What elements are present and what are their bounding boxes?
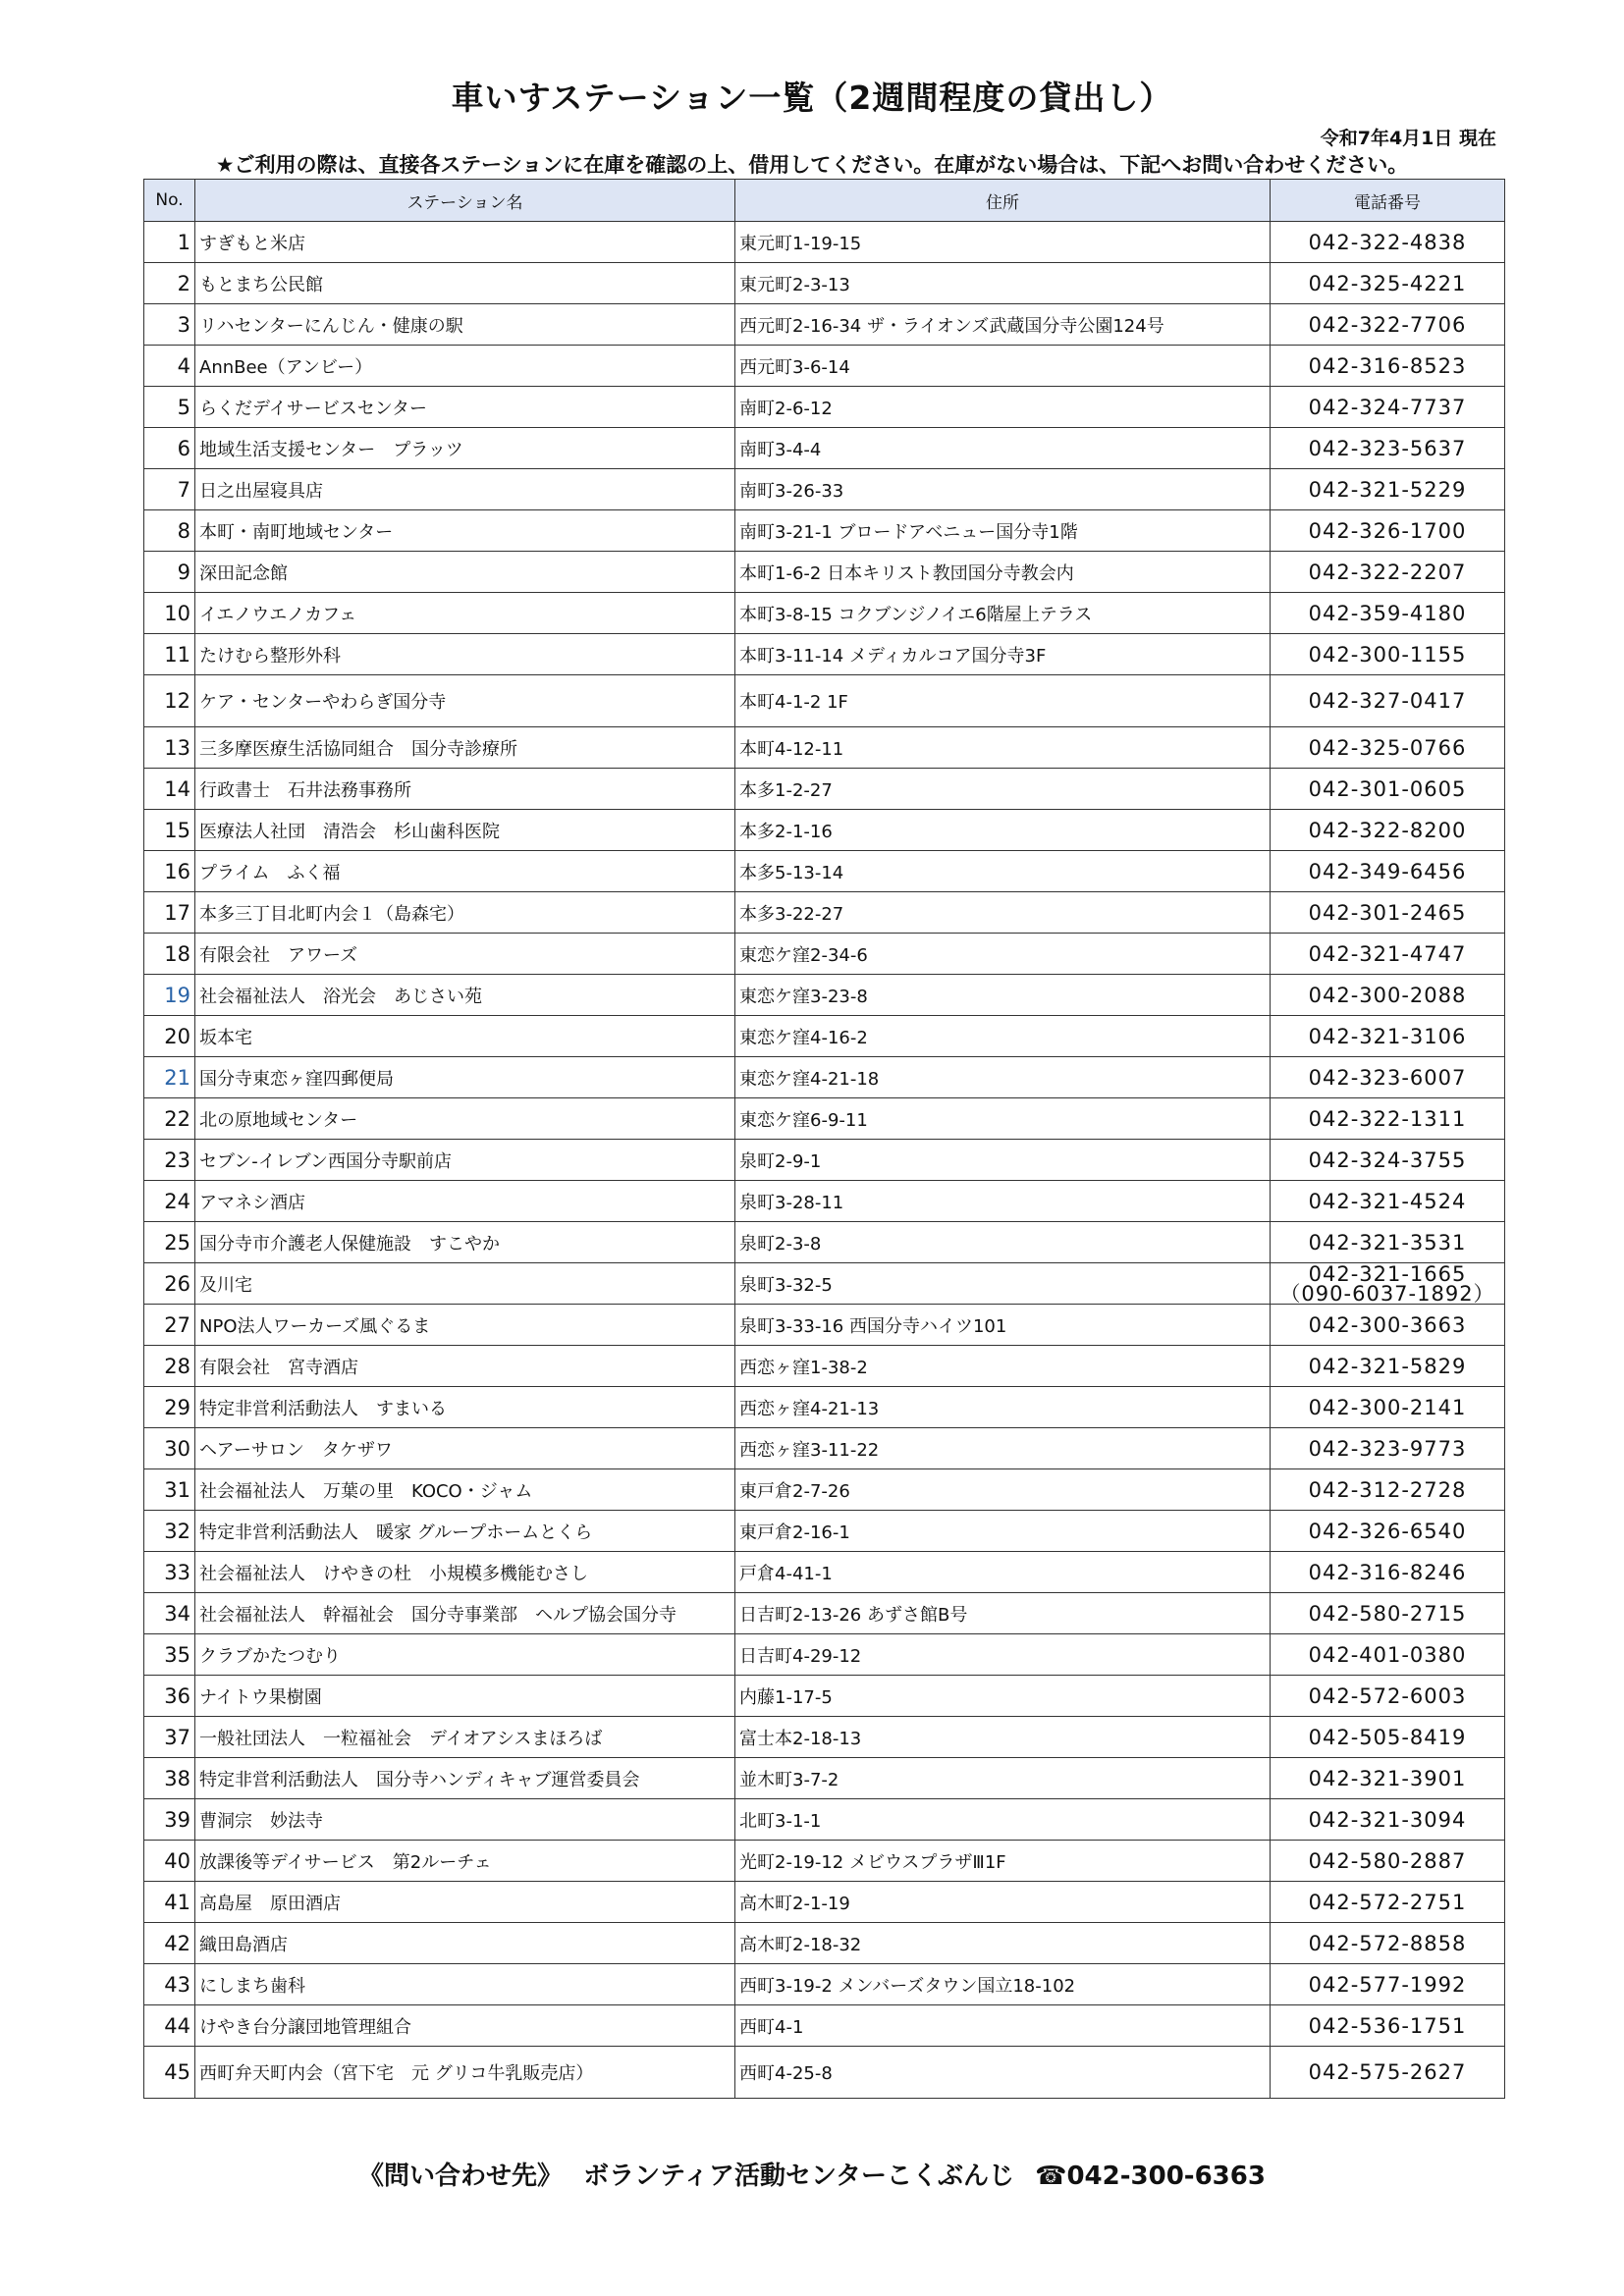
station-name: イエノウエノカフェ: [195, 593, 735, 634]
row-number: 37: [144, 1717, 195, 1758]
station-address: 西町3-19-2 メンバーズタウン国立18-102: [735, 1964, 1271, 2005]
row-number: 19: [144, 975, 195, 1016]
station-address: 日吉町4-29-12: [735, 1634, 1271, 1676]
station-tel: [1271, 510, 1505, 552]
table-row: [144, 1511, 1505, 1552]
station-address: 本町3-11-14 メディカルコア国分寺3F: [735, 634, 1271, 675]
station-address: 泉町2-3-8: [735, 1222, 1271, 1263]
tel-primary: 042-323-6007: [1308, 1065, 1467, 1090]
row-number: 9: [144, 552, 195, 593]
station-name: プライム ふく福: [195, 851, 735, 892]
station-address: 西恋ヶ窪4-21-13: [735, 1387, 1271, 1428]
table-row: [144, 1140, 1505, 1181]
tel-primary: 042-301-0605: [1308, 776, 1467, 801]
tel-primary: 042-322-8200: [1308, 818, 1467, 842]
table-row: [144, 593, 1505, 634]
tel-primary: 042-325-0766: [1308, 735, 1467, 760]
table-row: [144, 727, 1505, 769]
row-number: 11: [144, 634, 195, 675]
header-name: ステーション名: [195, 180, 735, 222]
station-tel: [1271, 1882, 1505, 1923]
station-tel: [1271, 892, 1505, 934]
row-number: 45: [144, 2047, 195, 2099]
tel-primary: 042-321-1665: [1308, 1262, 1467, 1286]
table-row: [144, 510, 1505, 552]
row-number: 18: [144, 934, 195, 975]
table-row: [144, 1799, 1505, 1841]
table-row: [144, 1923, 1505, 1964]
row-number: 12: [144, 675, 195, 727]
tel-primary: 042-321-5829: [1308, 1354, 1467, 1378]
table-row: [144, 222, 1505, 263]
station-tel: [1271, 1387, 1505, 1428]
tel-primary: 042-572-8858: [1308, 1931, 1467, 1955]
station-address: 並木町3-7-2: [735, 1758, 1271, 1799]
row-number: 24: [144, 1181, 195, 1222]
row-number: 25: [144, 1222, 195, 1263]
station-name: 社会福祉法人 浴光会 あじさい苑: [195, 975, 735, 1016]
row-number: 20: [144, 1016, 195, 1057]
station-name: 北の原地域センター: [195, 1098, 735, 1140]
station-address: 泉町2-9-1: [735, 1140, 1271, 1181]
table-row: [144, 1098, 1505, 1140]
tel-primary: 042-323-9773: [1308, 1436, 1467, 1461]
tel-primary: 042-505-8419: [1308, 1725, 1467, 1749]
row-number: 4: [144, 346, 195, 387]
page-title: 車いすステーション一覧（2週間程度の貸出し）: [451, 79, 1173, 117]
station-name: にしまち歯科: [195, 1964, 735, 2005]
row-number: 22: [144, 1098, 195, 1140]
station-address: 高木町2-1-19: [735, 1882, 1271, 1923]
station-name: 医療法人社団 清浩会 杉山歯科医院: [195, 810, 735, 851]
table-row: [144, 1469, 1505, 1511]
station-address: 西町4-1: [735, 2005, 1271, 2047]
station-name: 西町弁天町内会（宮下宅 元 グリコ牛乳販売店）: [195, 2047, 735, 2099]
table-row: [144, 469, 1505, 510]
tel-primary: 042-536-1751: [1308, 2013, 1467, 2038]
station-address: 西元町2-16-34 ザ・ライオンズ武蔵国分寺公園124号: [735, 304, 1271, 346]
station-tel: [1271, 675, 1505, 727]
station-tel: [1271, 1140, 1505, 1181]
row-number: 43: [144, 1964, 195, 2005]
station-tel: [1271, 1181, 1505, 1222]
table-row: [144, 1305, 1505, 1346]
table-row: [144, 1016, 1505, 1057]
tel-primary: 042-322-1311: [1308, 1106, 1467, 1131]
header-address: 住所: [735, 180, 1271, 222]
station-address: 南町3-26-33: [735, 469, 1271, 510]
station-tel: [1271, 1511, 1505, 1552]
station-address: 本多3-22-27: [735, 892, 1271, 934]
table-row: [144, 428, 1505, 469]
tel-primary: 042-321-3531: [1308, 1230, 1467, 1255]
station-table: [143, 179, 1505, 2099]
station-address: 本多2-1-16: [735, 810, 1271, 851]
station-tel: [1271, 1469, 1505, 1511]
table-row: [144, 810, 1505, 851]
table-body: [144, 222, 1505, 2099]
row-number: 39: [144, 1799, 195, 1841]
station-tel: [1271, 346, 1505, 387]
station-address: 東恋ケ窪6-9-11: [735, 1098, 1271, 1140]
station-tel: [1271, 1263, 1505, 1305]
station-tel: [1271, 769, 1505, 810]
station-tel: [1271, 1676, 1505, 1717]
table-row: [144, 892, 1505, 934]
tel-primary: 042-300-2141: [1308, 1395, 1467, 1419]
station-name: 有限会社 宮寺酒店: [195, 1346, 735, 1387]
station-tel: [1271, 634, 1505, 675]
station-address: 泉町3-33-16 西国分寺ハイツ101: [735, 1305, 1271, 1346]
as-of-date: 令和7年4月1日 現在: [1320, 128, 1496, 149]
row-number: 31: [144, 1469, 195, 1511]
table-row: [144, 1593, 1505, 1634]
table-row: [144, 346, 1505, 387]
footer-label: 《問い合わせ先》: [358, 2162, 564, 2191]
table-row: [144, 1222, 1505, 1263]
tel-primary: 042-316-8523: [1308, 353, 1467, 378]
tel-primary: 042-322-7706: [1308, 312, 1467, 337]
station-name: AnnBee（アンビー）: [195, 346, 735, 387]
tel-primary: 042-324-7737: [1308, 395, 1467, 419]
station-address: 東元町1-19-15: [735, 222, 1271, 263]
station-name: すぎもと米店: [195, 222, 735, 263]
station-tel: [1271, 593, 1505, 634]
station-address: 東恋ケ窪3-23-8: [735, 975, 1271, 1016]
station-address: 内藤1-17-5: [735, 1676, 1271, 1717]
row-number: 17: [144, 892, 195, 934]
tel-primary: 042-321-4747: [1308, 941, 1467, 966]
tel-primary: 042-321-5229: [1308, 477, 1467, 502]
station-name: リハセンターにんじん・健康の駅: [195, 304, 735, 346]
station-name: 特定非営利活動法人 国分寺ハンディキャブ運営委員会: [195, 1758, 735, 1799]
table-row: [144, 1717, 1505, 1758]
table-row: [144, 552, 1505, 593]
station-address: 富士本2-18-13: [735, 1717, 1271, 1758]
table-row: [144, 634, 1505, 675]
station-name: 有限会社 アワーズ: [195, 934, 735, 975]
row-number: 6: [144, 428, 195, 469]
station-name: 本町・南町地域センター: [195, 510, 735, 552]
station-tel: [1271, 934, 1505, 975]
station-name: ケア・センターやわらぎ国分寺: [195, 675, 735, 727]
station-name: 国分寺東恋ヶ窪四郵便局: [195, 1057, 735, 1098]
tel-primary: 042-312-2728: [1308, 1477, 1467, 1502]
row-number: 7: [144, 469, 195, 510]
row-number: 34: [144, 1593, 195, 1634]
table-row: [144, 2047, 1505, 2099]
row-number: 28: [144, 1346, 195, 1387]
row-number: 26: [144, 1263, 195, 1305]
station-name: 地域生活支援センター プラッツ: [195, 428, 735, 469]
row-number: 44: [144, 2005, 195, 2047]
tel-primary: 042-572-6003: [1308, 1683, 1467, 1708]
station-tel: [1271, 1057, 1505, 1098]
station-name: たけむら整形外科: [195, 634, 735, 675]
station-tel: [1271, 1305, 1505, 1346]
table-row: [144, 2005, 1505, 2047]
station-name: 三多摩医療生活協同組合 国分寺診療所: [195, 727, 735, 769]
table-row: [144, 1882, 1505, 1923]
header-no: No.: [144, 180, 195, 222]
station-tel: [1271, 810, 1505, 851]
table-row: [144, 1181, 1505, 1222]
tel-secondary: （090-6037-1892）: [1279, 1281, 1495, 1305]
station-name: ヘアーサロン タケザワ: [195, 1428, 735, 1469]
station-name: けやき台分譲団地管理組合: [195, 2005, 735, 2047]
footer-tel: ☎042-300-6363: [1035, 2162, 1266, 2191]
row-number: 5: [144, 387, 195, 428]
station-name: 社会福祉法人 幹福祉会 国分寺事業部 ヘルプ協会国分寺: [195, 1593, 735, 1634]
station-name: クラブかたつむり: [195, 1634, 735, 1676]
contact-footer: [0, 2156, 1624, 2192]
table-row: [144, 1387, 1505, 1428]
station-tel: [1271, 1717, 1505, 1758]
station-tel: [1271, 1634, 1505, 1676]
table-row: [144, 851, 1505, 892]
row-number: 32: [144, 1511, 195, 1552]
station-name: 及川宅: [195, 1263, 735, 1305]
tel-primary: 042-327-0417: [1308, 689, 1467, 713]
station-address: 本町1-6-2 日本キリスト教団国分寺教会内: [735, 552, 1271, 593]
station-name: 特定非営利活動法人 暖家 グループホームとくら: [195, 1511, 735, 1552]
station-name: NPO法人ワーカーズ風ぐるま: [195, 1305, 735, 1346]
tel-primary: 042-575-2627: [1308, 2060, 1467, 2084]
table-row: [144, 387, 1505, 428]
station-address: 東恋ケ窪4-16-2: [735, 1016, 1271, 1057]
tel-primary: 042-349-6456: [1308, 859, 1467, 883]
station-tel: [1271, 304, 1505, 346]
tel-primary: 042-301-2465: [1308, 900, 1467, 925]
station-name: 本多三丁目北町内会１（島森宅）: [195, 892, 735, 934]
station-tel: [1271, 1552, 1505, 1593]
tel-primary: 042-324-3755: [1308, 1148, 1467, 1172]
table-row: [144, 1428, 1505, 1469]
tel-primary: 042-321-3094: [1308, 1807, 1467, 1832]
table-row: [144, 1346, 1505, 1387]
tel-primary: 042-326-6540: [1308, 1519, 1467, 1543]
table-header-row: [144, 180, 1505, 222]
station-address: 東戸倉2-7-26: [735, 1469, 1271, 1511]
row-number: 21: [144, 1057, 195, 1098]
table-row: [144, 975, 1505, 1016]
footer-org: ボランティア活動センターこくぶんじ: [583, 2162, 1014, 2191]
tel-primary: 042-323-5637: [1308, 436, 1467, 460]
station-tel: [1271, 1346, 1505, 1387]
table-row: [144, 1057, 1505, 1098]
station-tel: [1271, 469, 1505, 510]
tel-primary: 042-359-4180: [1308, 601, 1467, 625]
table-row: [144, 263, 1505, 304]
tel-primary: 042-326-1700: [1308, 518, 1467, 543]
row-number: 38: [144, 1758, 195, 1799]
station-tel: [1271, 727, 1505, 769]
station-address: 西恋ヶ窪1-38-2: [735, 1346, 1271, 1387]
station-name: 日之出屋寝具店: [195, 469, 735, 510]
station-name: 深田記念館: [195, 552, 735, 593]
station-tel: [1271, 428, 1505, 469]
tel-primary: 042-580-2715: [1308, 1601, 1467, 1626]
station-address: 本多1-2-27: [735, 769, 1271, 810]
station-tel: [1271, 1841, 1505, 1882]
header-tel: 電話番号: [1271, 180, 1505, 222]
station-tel: [1271, 851, 1505, 892]
station-tel: [1271, 1593, 1505, 1634]
station-name: 放課後等デイサービス 第2ルーチェ: [195, 1841, 735, 1882]
row-number: 33: [144, 1552, 195, 1593]
row-number: 8: [144, 510, 195, 552]
row-number: 23: [144, 1140, 195, 1181]
row-number: 15: [144, 810, 195, 851]
station-tel: [1271, 1428, 1505, 1469]
table-row: [144, 1263, 1505, 1305]
notice-text: ★ご利用の際は、直接各ステーションに在庫を確認の上、借用してください。在庫がない場合は、下記へお問い合わせください。: [215, 153, 1409, 177]
station-address: 本多5-13-14: [735, 851, 1271, 892]
row-number: 13: [144, 727, 195, 769]
row-number: 14: [144, 769, 195, 810]
station-name: もとまち公民館: [195, 263, 735, 304]
station-tel: [1271, 1016, 1505, 1057]
station-address: 泉町3-28-11: [735, 1181, 1271, 1222]
station-name: らくだデイサービスセンター: [195, 387, 735, 428]
tel-primary: 042-321-4524: [1308, 1189, 1467, 1213]
station-address: 南町3-21-1 ブロードアベニュー国分寺1階: [735, 510, 1271, 552]
station-name: 特定非営利活動法人 すまいる: [195, 1387, 735, 1428]
station-tel: [1271, 1964, 1505, 2005]
table-row: [144, 1841, 1505, 1882]
row-number: 36: [144, 1676, 195, 1717]
table-row: [144, 304, 1505, 346]
table-row: [144, 1676, 1505, 1717]
station-name: 行政書士 石井法務事務所: [195, 769, 735, 810]
station-name: 織田島酒店: [195, 1923, 735, 1964]
table-row: [144, 1964, 1505, 2005]
tel-primary: 042-322-2207: [1308, 560, 1467, 584]
station-address: 東戸倉2-16-1: [735, 1511, 1271, 1552]
station-tel: [1271, 1799, 1505, 1841]
row-number: 29: [144, 1387, 195, 1428]
tel-primary: 042-577-1992: [1308, 1972, 1467, 1997]
station-address: 西元町3-6-14: [735, 346, 1271, 387]
row-number: 27: [144, 1305, 195, 1346]
station-tel: [1271, 387, 1505, 428]
station-name: セブン-イレブン西国分寺駅前店: [195, 1140, 735, 1181]
station-name: 社会福祉法人 万葉の里 KOCO・ジャム: [195, 1469, 735, 1511]
table-row: [144, 675, 1505, 727]
station-address: 日吉町2-13-26 あずさ館B号: [735, 1593, 1271, 1634]
tel-primary: 042-401-0380: [1308, 1642, 1467, 1667]
station-address: 南町3-4-4: [735, 428, 1271, 469]
station-name: 坂本宅: [195, 1016, 735, 1057]
station-address: 泉町3-32-5: [735, 1263, 1271, 1305]
table-row: [144, 1552, 1505, 1593]
row-number: 1: [144, 222, 195, 263]
table-row: [144, 1634, 1505, 1676]
station-tel: [1271, 1923, 1505, 1964]
station-address: 西町4-25-8: [735, 2047, 1271, 2099]
station-address: 南町2-6-12: [735, 387, 1271, 428]
station-address: 北町3-1-1: [735, 1799, 1271, 1841]
tel-primary: 042-300-1155: [1308, 642, 1467, 667]
station-tel: [1271, 1098, 1505, 1140]
row-number: 10: [144, 593, 195, 634]
table-row: [144, 769, 1505, 810]
row-number: 3: [144, 304, 195, 346]
station-tel: [1271, 263, 1505, 304]
station-address: 光町2-19-12 メビウスプラザⅢ1F: [735, 1841, 1271, 1882]
station-name: 一般社団法人 一粒福祉会 デイオアシスまほろば: [195, 1717, 735, 1758]
station-name: 曹洞宗 妙法寺: [195, 1799, 735, 1841]
station-name: 社会福祉法人 けやきの杜 小規模多機能むさし: [195, 1552, 735, 1593]
station-address: 東元町2-3-13: [735, 263, 1271, 304]
tel-primary: 042-300-3663: [1308, 1312, 1467, 1337]
row-number: 35: [144, 1634, 195, 1676]
station-address: 本町3-8-15 コクブンジノイエ6階屋上テラス: [735, 593, 1271, 634]
row-number: 16: [144, 851, 195, 892]
tel-primary: 042-321-3901: [1308, 1766, 1467, 1790]
station-tel: [1271, 975, 1505, 1016]
table-row: [144, 934, 1505, 975]
tel-primary: 042-322-4838: [1308, 230, 1467, 254]
station-address: 東恋ケ窪2-34-6: [735, 934, 1271, 975]
row-number: 41: [144, 1882, 195, 1923]
station-tel: [1271, 222, 1505, 263]
tel-primary: 042-580-2887: [1308, 1848, 1467, 1873]
tel-primary: 042-300-2088: [1308, 983, 1467, 1007]
row-number: 30: [144, 1428, 195, 1469]
station-tel: [1271, 1758, 1505, 1799]
station-name: ナイトウ果樹園: [195, 1676, 735, 1717]
station-address: 西恋ヶ窪3-11-22: [735, 1428, 1271, 1469]
tel-primary: 042-316-8246: [1308, 1560, 1467, 1584]
tel-primary: 042-325-4221: [1308, 271, 1467, 295]
station-address: 本町4-12-11: [735, 727, 1271, 769]
table-row: [144, 1758, 1505, 1799]
row-number: 42: [144, 1923, 195, 1964]
station-tel: [1271, 552, 1505, 593]
station-name: 高島屋 原田酒店: [195, 1882, 735, 1923]
tel-primary: 042-321-3106: [1308, 1024, 1467, 1048]
station-address: 戸倉4-41-1: [735, 1552, 1271, 1593]
station-name: アマネシ酒店: [195, 1181, 735, 1222]
tel-primary: 042-572-2751: [1308, 1890, 1467, 1914]
station-name: 国分寺市介護老人保健施設 すこやか: [195, 1222, 735, 1263]
station-tel: [1271, 2005, 1505, 2047]
station-address: 東恋ケ窪4-21-18: [735, 1057, 1271, 1098]
station-tel: [1271, 1222, 1505, 1263]
station-address: 本町4-1-2 1F: [735, 675, 1271, 727]
station-address: 高木町2-18-32: [735, 1923, 1271, 1964]
row-number: 2: [144, 263, 195, 304]
station-tel: [1271, 2047, 1505, 2099]
row-number: 40: [144, 1841, 195, 1882]
